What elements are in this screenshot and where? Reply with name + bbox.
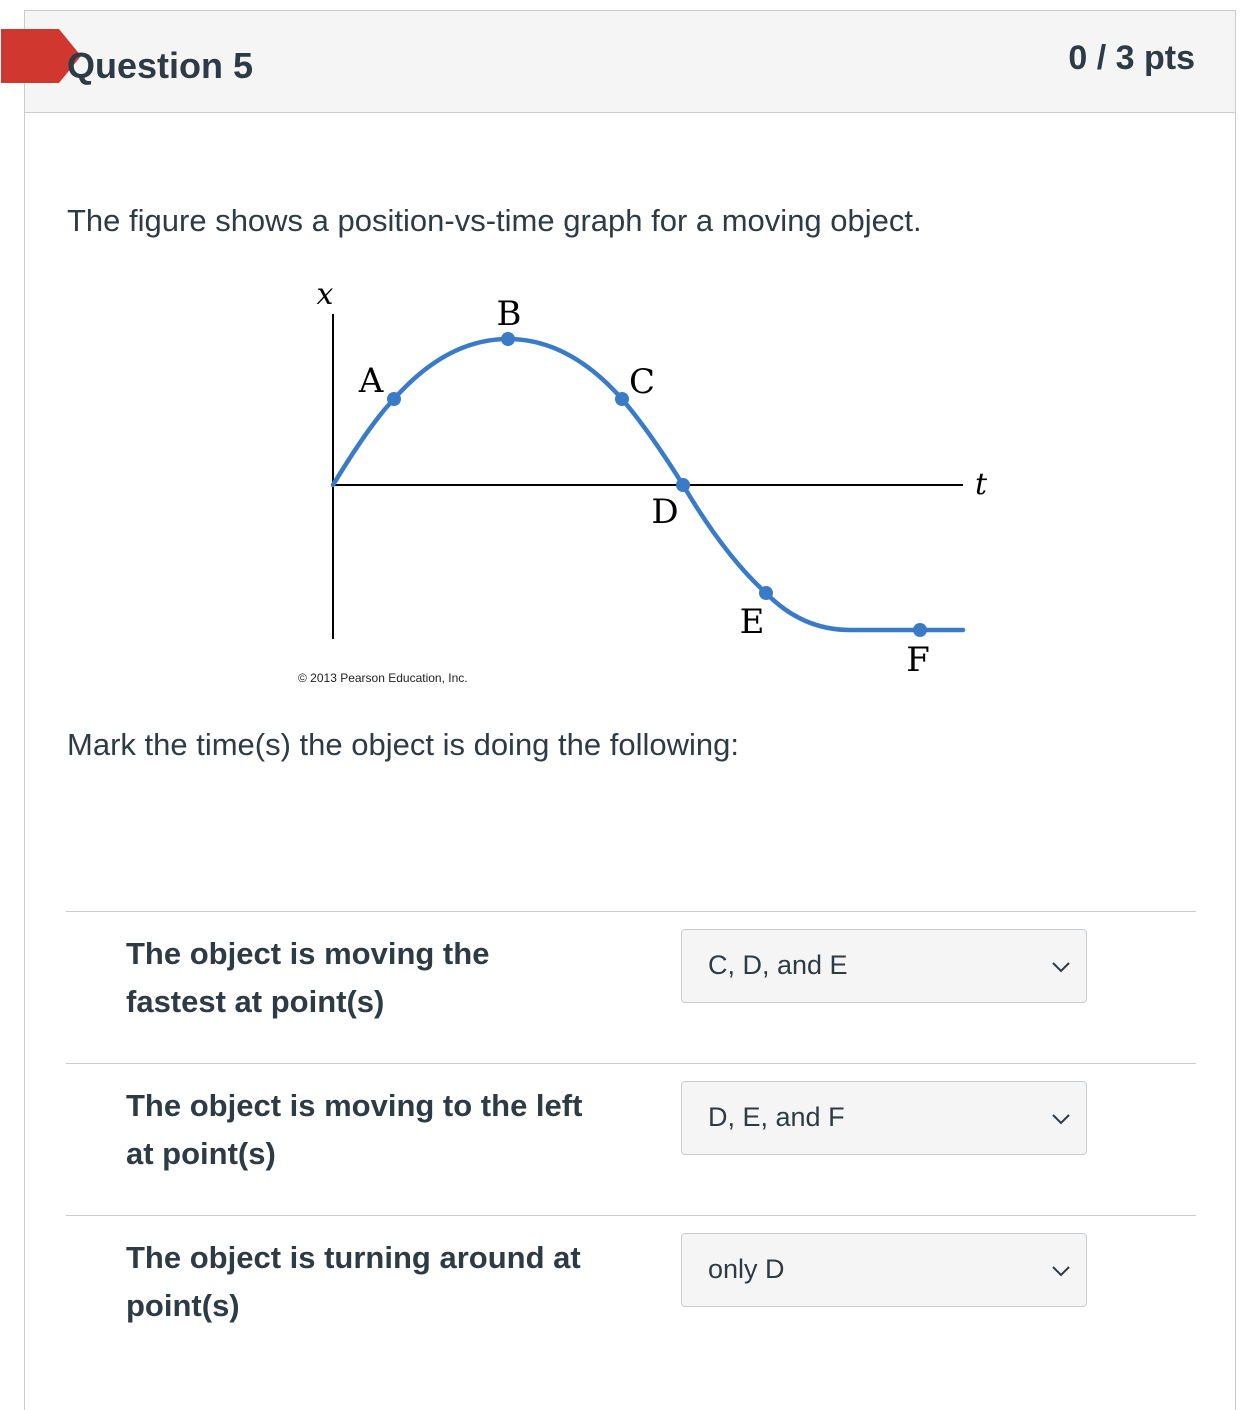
match-row (66, 1063, 1196, 1216)
answer-select[interactable] (681, 929, 1087, 1003)
x-axis-label: t (974, 467, 988, 502)
point-d-label: D (651, 492, 679, 532)
point-b-label: B (496, 294, 522, 334)
y-axis-label: x (316, 277, 334, 312)
point-e-marker (759, 586, 773, 600)
question-instruction: Mark the time(s) the object is doing the following: (67, 727, 739, 762)
match-label: The object is moving the fastest at point(s) (126, 936, 490, 1019)
question-text: The figure shows a position-vs-time graph for a moving object. (67, 203, 922, 238)
select-value: D, E, and F (708, 1102, 845, 1132)
question-points: 0 / 3 pts (1068, 39, 1195, 77)
figure-copyright: © 2013 Pearson Education, Inc. (298, 671, 468, 685)
select-value: C, D, and E (708, 950, 848, 980)
match-label: The object is moving to the left at point(s) (126, 1088, 583, 1171)
point-f-marker (913, 623, 927, 637)
point-a-label: A (358, 361, 384, 401)
question-title: Question 5 (67, 45, 254, 86)
chevron-down-icon (1050, 956, 1072, 978)
chevron-down-icon (1050, 1260, 1072, 1282)
point-c-marker (615, 392, 629, 406)
select-value: only D (708, 1254, 785, 1284)
question-header (25, 11, 1235, 113)
match-label: The object is turning around at point(s) (126, 1240, 581, 1323)
point-d-marker (676, 478, 690, 492)
position-time-graph (275, 266, 988, 706)
point-c-label: C (628, 362, 656, 402)
match-row (66, 1215, 1196, 1368)
match-row (66, 911, 1196, 1064)
point-a-marker (387, 392, 401, 406)
answer-select[interactable] (681, 1233, 1087, 1307)
chevron-down-icon (1050, 1108, 1072, 1130)
point-e-label: E (739, 602, 765, 642)
answer-select[interactable] (681, 1081, 1087, 1155)
question-card (24, 10, 1236, 1410)
point-b-marker (501, 332, 515, 346)
point-f-label: F (906, 640, 930, 680)
